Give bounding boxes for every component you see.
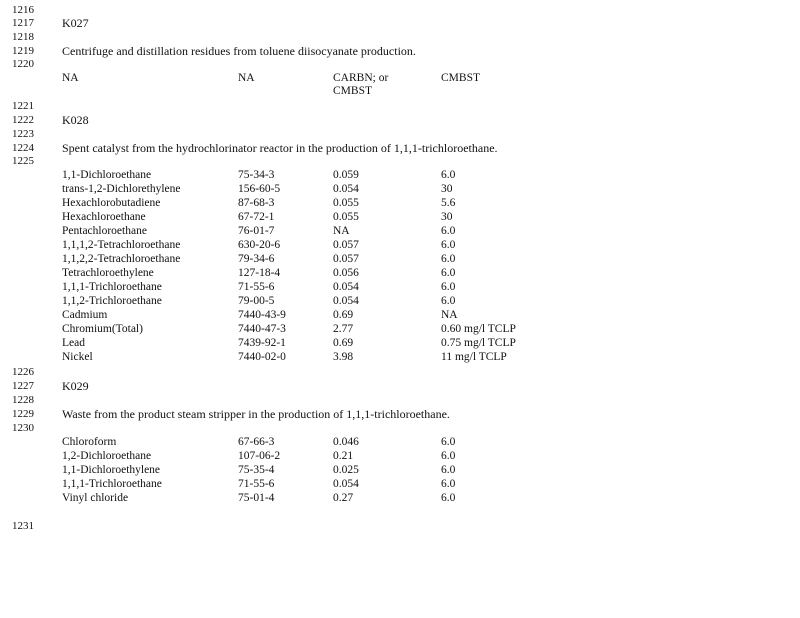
line-number: 1230 bbox=[12, 422, 34, 434]
table-cell: 0.057 bbox=[333, 253, 359, 265]
waste-description: Centrifuge and distillation residues from toluene diisocyanate production. bbox=[62, 44, 416, 58]
line-number: 1219 bbox=[12, 45, 34, 57]
table-cell: Lead bbox=[62, 337, 85, 349]
table-cell: 0.055 bbox=[333, 197, 359, 209]
table-cell: 75-34-3 bbox=[238, 169, 275, 181]
waste-description: Spent catalyst from the hydrochlorinator reactor in the production of 1,1,1-trichloroethane. bbox=[62, 141, 498, 155]
table-cell: 76-01-7 bbox=[238, 225, 275, 237]
line-number: 1222 bbox=[12, 114, 34, 126]
table-cell: Vinyl chloride bbox=[62, 492, 129, 504]
table-cell: 107-06-2 bbox=[238, 450, 281, 462]
line-number: 1228 bbox=[12, 394, 34, 406]
table-cell: 630-20-6 bbox=[238, 239, 281, 251]
table-cell: NA bbox=[333, 225, 350, 237]
table-cell: 6.0 bbox=[441, 295, 456, 307]
table-cell: 7440-02-0 bbox=[238, 351, 286, 363]
line-number: 1225 bbox=[12, 155, 34, 167]
table-cell: 0.056 bbox=[333, 267, 359, 279]
line-number: 1216 bbox=[12, 4, 34, 16]
table-cell: 0.046 bbox=[333, 436, 359, 448]
line-number: 1229 bbox=[12, 408, 34, 420]
table-cell: 6.0 bbox=[441, 225, 456, 237]
table-cell: 1,1,2-Trichloroethane bbox=[62, 295, 162, 307]
table-cell: 0.054 bbox=[333, 478, 359, 490]
table-cell: 0.025 bbox=[333, 464, 359, 476]
table-cell: 30 bbox=[441, 183, 453, 195]
line-number: 1224 bbox=[12, 142, 34, 154]
table-cell: 75-35-4 bbox=[238, 464, 275, 476]
table-cell: 0.057 bbox=[333, 239, 359, 251]
table-cell: 0.054 bbox=[333, 183, 359, 195]
table-cell: 7440-43-9 bbox=[238, 309, 286, 321]
table-cell: CARBN; or CMBST bbox=[333, 72, 389, 97]
table-cell: 2.77 bbox=[333, 323, 354, 335]
table-cell: 0.69 bbox=[333, 337, 354, 349]
table-cell: 0.75 mg/l TCLP bbox=[441, 337, 516, 349]
table-cell: 5.6 bbox=[441, 197, 456, 209]
table-cell: 75-01-4 bbox=[238, 492, 275, 504]
table-cell: Cadmium bbox=[62, 309, 108, 321]
line-number: 1221 bbox=[12, 100, 34, 112]
waste-code: K029 bbox=[62, 379, 89, 393]
table-cell: 11 mg/l TCLP bbox=[441, 351, 507, 363]
line-number: 1217 bbox=[12, 17, 34, 29]
table-cell: 1,1,1-Trichloroethane bbox=[62, 281, 162, 293]
table-cell: 0.054 bbox=[333, 281, 359, 293]
table-cell: Chromium(Total) bbox=[62, 323, 143, 335]
table-cell: 6.0 bbox=[441, 478, 456, 490]
table-cell: 6.0 bbox=[441, 169, 456, 181]
table-cell: 6.0 bbox=[441, 239, 456, 251]
table-cell: 1,2-Dichloroethane bbox=[62, 450, 152, 462]
table-cell: 6.0 bbox=[441, 267, 456, 279]
table-cell: 6.0 bbox=[441, 436, 456, 448]
table-cell: NA bbox=[238, 72, 255, 84]
table-cell: 6.0 bbox=[441, 281, 456, 293]
table-cell: 1,1,2,2-Tetrachloroethane bbox=[62, 253, 181, 265]
waste-code: K027 bbox=[62, 16, 89, 30]
table-cell: 6.0 bbox=[441, 492, 456, 504]
table-cell: 1,1,1,2-Tetrachloroethane bbox=[62, 239, 181, 251]
table-cell: 127-18-4 bbox=[238, 267, 281, 279]
waste-code: K028 bbox=[62, 113, 89, 127]
table-cell: 156-60-5 bbox=[238, 183, 281, 195]
line-number: 1231 bbox=[12, 520, 34, 532]
table-cell: 0.69 bbox=[333, 309, 354, 321]
table-cell: 0.059 bbox=[333, 169, 359, 181]
table-cell: 0.27 bbox=[333, 492, 354, 504]
table-cell: NA bbox=[441, 309, 458, 321]
table-cell: CMBST bbox=[441, 72, 480, 84]
table-cell: Chloroform bbox=[62, 436, 117, 448]
table-cell: NA bbox=[62, 72, 79, 84]
line-number: 1220 bbox=[12, 58, 34, 70]
table-cell: 67-72-1 bbox=[238, 211, 275, 223]
table-cell: 7439-92-1 bbox=[238, 337, 286, 349]
table-cell: Nickel bbox=[62, 351, 93, 363]
table-cell: 0.21 bbox=[333, 450, 354, 462]
waste-description: Waste from the product steam stripper in the production of 1,1,1-trichloroethane. bbox=[62, 407, 450, 421]
table-cell: 1,1,1-Trichloroethane bbox=[62, 478, 162, 490]
table-cell: Hexachlorobutadiene bbox=[62, 197, 161, 209]
line-number: 1227 bbox=[12, 380, 34, 392]
table-cell: 7440-47-3 bbox=[238, 323, 286, 335]
line-number: 1226 bbox=[12, 366, 34, 378]
table-cell: 6.0 bbox=[441, 450, 456, 462]
table-cell: 71-55-6 bbox=[238, 281, 275, 293]
table-cell: 6.0 bbox=[441, 464, 456, 476]
line-number: 1223 bbox=[12, 128, 34, 140]
table-cell: Hexachloroethane bbox=[62, 211, 146, 223]
table-cell: 0.054 bbox=[333, 295, 359, 307]
table-cell: 1,1-Dichloroethane bbox=[62, 169, 152, 181]
table-cell: 0.60 mg/l TCLP bbox=[441, 323, 516, 335]
table-cell: 30 bbox=[441, 211, 453, 223]
table-cell: 0.055 bbox=[333, 211, 359, 223]
table-cell: 3.98 bbox=[333, 351, 354, 363]
table-cell: 1,1-Dichloroethylene bbox=[62, 464, 161, 476]
table-cell: trans-1,2-Dichlorethylene bbox=[62, 183, 181, 195]
table-cell: 71-55-6 bbox=[238, 478, 275, 490]
table-cell: 79-00-5 bbox=[238, 295, 275, 307]
table-cell: 87-68-3 bbox=[238, 197, 275, 209]
table-cell: 67-66-3 bbox=[238, 436, 275, 448]
table-cell: Tetrachloroethylene bbox=[62, 267, 154, 279]
table-cell: 79-34-6 bbox=[238, 253, 275, 265]
table-cell: Pentachloroethane bbox=[62, 225, 147, 237]
line-number: 1218 bbox=[12, 31, 34, 43]
table-cell: 6.0 bbox=[441, 253, 456, 265]
